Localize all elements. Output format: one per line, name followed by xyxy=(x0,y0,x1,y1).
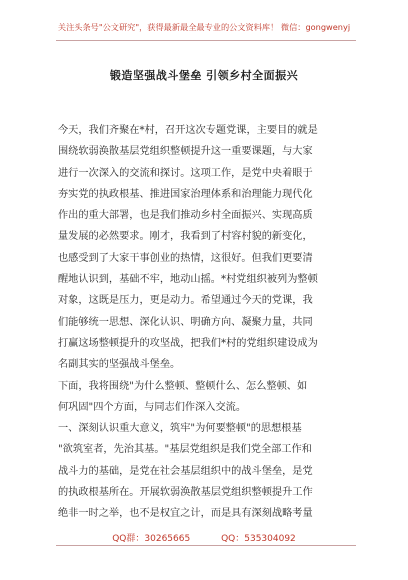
body-line: 夯实党的执政根基、推进国家治理体系和治理能力现代化 xyxy=(58,188,313,200)
section-heading: 一、深刻认识重大意义，筑牢"为何要整顿"的思想根基 xyxy=(58,423,302,435)
document-body xyxy=(58,120,360,525)
header-banner: 关注头条号"公文研究"，获得最新最全最专业的公文资料库！ 微信：gongwenyj xyxy=(57,22,351,32)
body-line: 醒地认识到，基础不牢，地动山摇。*村党组织被列为整顿 xyxy=(58,274,318,286)
body-line: 的执政根基所在。开展软弱涣散基层党组织整顿提升工作 xyxy=(58,487,313,499)
body-line: 战斗力的基础，是党在社会基层组织中的战斗堡垒，是党 xyxy=(58,465,313,477)
body-line: 进行一次深入的交流和探讨。这项工作，是党中央着眼于 xyxy=(58,167,313,179)
body-line: 何巩固"四个方面，与同志们作深入交流。 xyxy=(58,401,247,413)
body-line: 今天，我们齐聚在*村，召开这次专题党课，主要目的就是 xyxy=(58,125,318,136)
header-divider xyxy=(56,40,356,41)
body-line: 名副其实的坚强战斗堡垒。 xyxy=(58,359,181,371)
footer-qq-group: QQ群：30265665 xyxy=(112,534,191,544)
body-line: "欲筑室者，先治其基。"基层党组织是我们党全部工作和 xyxy=(58,444,312,456)
body-line: 打赢这场整顿提升的攻坚战，把我们*村的党组织建设成为 xyxy=(58,337,318,349)
footer-divider xyxy=(56,545,356,546)
document-title: 锻造坚强战斗堡垒 引领乡村全面振兴 xyxy=(109,69,299,82)
body-line: 下面，我将围绕"为什么整顿、整顿什么、怎么整顿、如 xyxy=(58,380,308,392)
body-line: 们能够统一思想、深化认识、明确方向、凝聚力量，共同 xyxy=(58,316,313,328)
body-line: 作出的重大部署，也是我们推动乡村全面振兴、实现高质 xyxy=(58,210,313,222)
footer-contact xyxy=(0,531,408,544)
body-line: 绝非一时之举，也不是权宜之计，而是具有深刻战略考量 xyxy=(58,508,313,520)
footer-qq: QQ：535304092 xyxy=(221,534,296,544)
body-line: 也感受到了大家干事创业的热情，这很好。但我们更要清 xyxy=(58,252,313,264)
body-line: 围绕软弱涣散基层党组织整顿提升这一重要课题，与大家 xyxy=(58,146,313,158)
body-line: 对象，这既是压力，更是动力。希望通过今天的党课，我 xyxy=(58,295,313,307)
body-line: 量发展的必然要求。刚才，我看到了村容村貌的新变化， xyxy=(58,231,313,243)
